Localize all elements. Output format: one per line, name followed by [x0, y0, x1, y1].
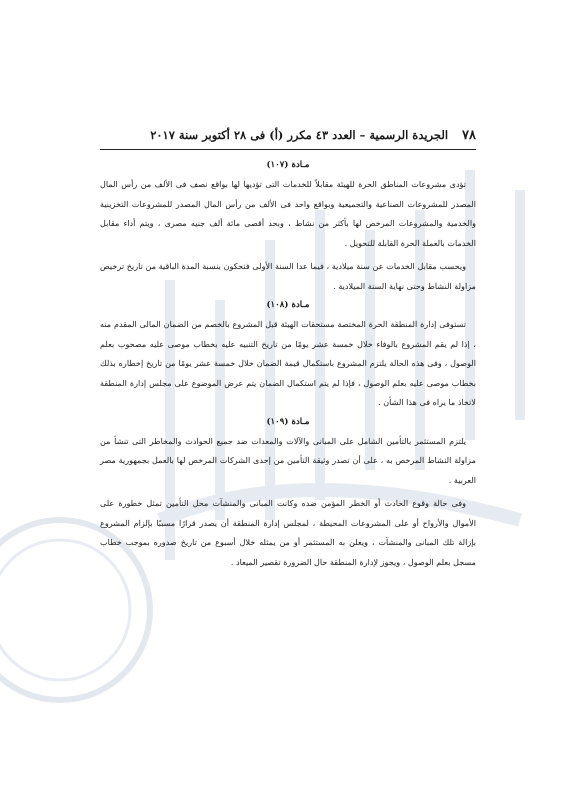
article-paragraph: ويحسب مقابل الخدمات عن سنة ميلادية ، فيما عدا السنة الأولى فتحكون بنسبة المدة الباقية من تاريخ ترخيص مزاولة النشاط وحتى نهاية السنة الميلادية .: [100, 261, 476, 291]
article-title: مـادة (١٠٨): [266, 300, 310, 310]
article-paragraph: يلتزم المستثمر بالتأمين الشامل على المبانى والآلات والمعدات ضد جميع الحوادث والمخاطر التى تنشأ من مزاولة النشاط المرخص به ، على أن تصدر وثيقة التأمين من إحدى الشركات المرخص لها بالعمل بجمهورية مصر العربية .: [100, 435, 476, 485]
page-header: [100, 128, 476, 150]
gazette-title: الجريدة الرسمية – العدد ٤٣ مكرر (أ) فى ٢٨ أكتوبر سنة ٢٠١٧: [150, 128, 449, 142]
article-109: [100, 417, 476, 573]
article-paragraph: وفى حالة وقوع الحادث أو الخطر المؤمن ضده وكانت المبانى والمنشآت محل التأمين تمثل خطورة على الأموال والأرواح أو على المشروعات المحيطة ، لمجلس إدارة المنطقة أن يصدر قرارًا مسببًا بإلزام المشروع بإزالة تلك المبانى والمنشآت ، ويعلن به المستثمر أو من يمثله خلال أسبوع من تاريخ صدوره بموجب خطاب مسجل بعلم الوصول ، ويجوز لإدارة المنطقة حال الضرورة تقصير الميعاد .: [100, 498, 476, 567]
article-108: [100, 300, 476, 413]
page-number: ٧٨: [462, 128, 476, 143]
article-107: [100, 160, 476, 296]
document-page: [100, 128, 476, 576]
article-paragraph: تستوفى إدارة المنطقة الحرة المختصة مستحقات الهيئة قبل المشروع بالخصم من الضمان المالى المقدم منه ، إذا لم يقم المشروع بالوفاء خلال خمسة عشر يومًا من تاريخ التنبيه عليه بخطاب موصى عليه مصحوب بعلم الوصول ، وفى هذه الحالة يلتزم المشروع باستكمال قيمة الضمان خلال خمسة عشر يومًا من تاريخ إخطاره بذلك بخطاب موصى عليه بعلم الوصول ، فإذا لم يتم استكمال الضمان يتم عرض الموضوع على مجلس إدارة المنطقة لاتخاذ ما يراه فى هذا الشأن .: [100, 319, 476, 407]
article-paragraph: تؤدى مشروعات المناطق الحرة للهيئة مقابلاً للخدمات التى تؤديها لها بواقع نصف فى الألف من رأس المال المصدر للمشروعات الصناعية والتجميعية وبواقع واحد فى الألف من رأس المال المصدر للمشروعات التخزينية والخدمية والمشروعات المرخص لها بأكثر من نشاط ، وبحد أقصى مائة ألف جنيه مصرى ، ويتم أداء مقابل الخدمات بالعملة الحرة القابلة للتحويل .: [100, 179, 476, 248]
article-title: مـادة (١٠٩): [266, 416, 310, 427]
article-title: مـادة (١٠٧): [266, 160, 310, 170]
